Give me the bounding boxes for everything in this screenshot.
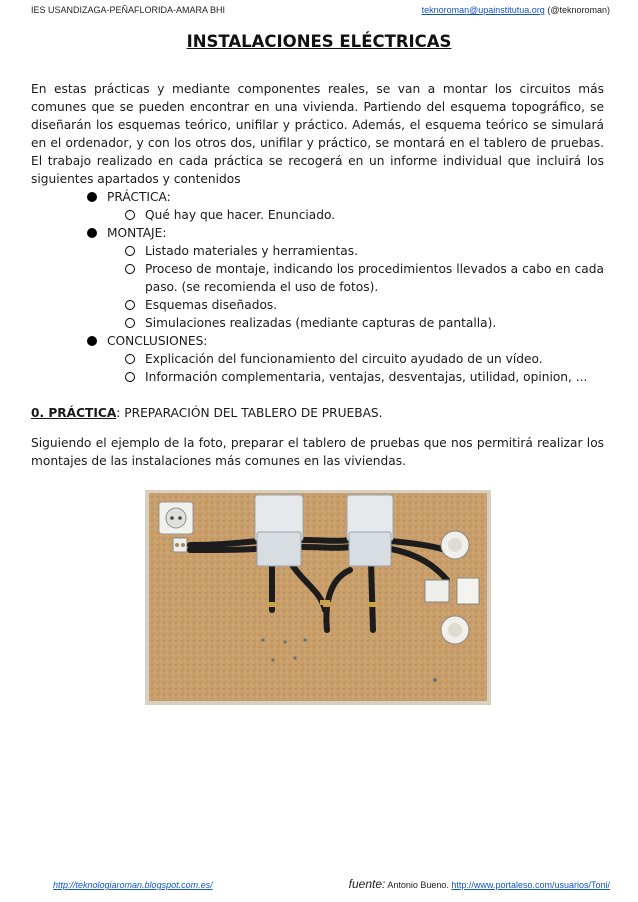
- filled-bullet-icon: [87, 228, 97, 238]
- hollow-bullet-icon: [125, 246, 135, 256]
- filled-bullet-icon: [87, 192, 97, 202]
- hollow-bullet-icon: [125, 300, 135, 310]
- twitter-handle: (@teknoroman): [547, 5, 610, 15]
- section-conclusiones: [107, 332, 604, 386]
- test-board-photo: [145, 490, 491, 705]
- list-item: Información complementaria, ventajas, desventajas, utilidad, opinion, ...: [145, 368, 604, 386]
- terminal-block: [173, 538, 187, 552]
- list-item: Listado materiales y herramientas.: [145, 242, 604, 260]
- lamp-holder-top: [441, 531, 469, 559]
- practice-0-label: 0. PRÁCTICA: [31, 406, 117, 420]
- report-sections-list: [31, 188, 604, 386]
- section-montaje: [107, 224, 604, 332]
- section-label: MONTAJE:: [107, 226, 167, 240]
- email-link[interactable]: teknoroman@upainstitutua.org: [421, 5, 545, 15]
- lamp-holder-bottom: [441, 616, 469, 644]
- header-contact: [422, 5, 610, 15]
- practice-0-text: : PREPARACIÓN DEL TABLERO DE PRUEBAS.: [116, 406, 383, 420]
- hollow-bullet-icon: [125, 318, 135, 328]
- list-item: Qué hay que hacer. Enunciado.: [145, 206, 604, 224]
- sub-list: [107, 242, 604, 332]
- source-credit: [349, 877, 610, 891]
- author-name: Antonio Bueno.: [385, 880, 452, 890]
- list-item: Proceso de montaje, indicando los procedimientos llevados a cabo en cada paso. (se recomienda el uso de fotos).: [145, 260, 604, 296]
- blog-link[interactable]: http://teknologiaroman.blogspot.com.es/: [53, 880, 213, 890]
- list-item: Explicación del funcionamiento del circuito ayudado de un vídeo.: [145, 350, 604, 368]
- intro-paragraph: En estas prácticas y mediante componentes reales, se van a montar los circuitos más comunes que se pueden encontrar en una vivienda. Partiendo del esquema topográfico, se diseñarán los esquemas teórico, unifilar y práctico. Además, el esquema teórico se simulará en el ordenador, y con los otros dos, unifilar y práctico, se montará en el tablero de pruebas. El trabajo realizado en cada práctica se recogerá en un informe individual que incluirá los siguientes apartados y contenidos: [31, 82, 604, 186]
- page-title: INSTALACIONES ELÉCTRICAS: [186, 32, 452, 51]
- hollow-bullet-icon: [125, 210, 135, 220]
- list-item: Simulaciones realizadas (mediante capturas de pantalla).: [145, 314, 604, 332]
- section-label: PRÁCTICA:: [107, 190, 171, 204]
- list-item: Esquemas diseñados.: [145, 296, 604, 314]
- source-label: fuente:: [348, 877, 386, 891]
- document-body: [31, 80, 604, 470]
- school-name: IES USANDIZAGA-PEÑAFLORIDA-AMARA BHI: [31, 5, 226, 15]
- junction-box-left: [255, 495, 303, 566]
- wall-socket: [159, 502, 193, 534]
- hollow-bullet-icon: [125, 264, 135, 274]
- hollow-bullet-icon: [125, 372, 135, 382]
- practice-0-paragraph: Siguiendo el ejemplo de la foto, preparar el tablero de pruebas que nos permitirá realizar los montajes de las instalaciones más comunes en las viviendas.: [31, 436, 604, 469]
- sub-list: [107, 206, 604, 224]
- source-link[interactable]: http://www.portaleso.com/usuarios/Toni/: [451, 880, 610, 890]
- sub-list: [107, 350, 604, 386]
- hollow-bullet-icon: [125, 354, 135, 364]
- junction-box-right: [347, 495, 393, 566]
- section-label: CONCLUSIONES:: [107, 334, 208, 348]
- practice-0-heading: [31, 404, 604, 422]
- filled-bullet-icon: [87, 336, 97, 346]
- section-practica: [107, 188, 604, 224]
